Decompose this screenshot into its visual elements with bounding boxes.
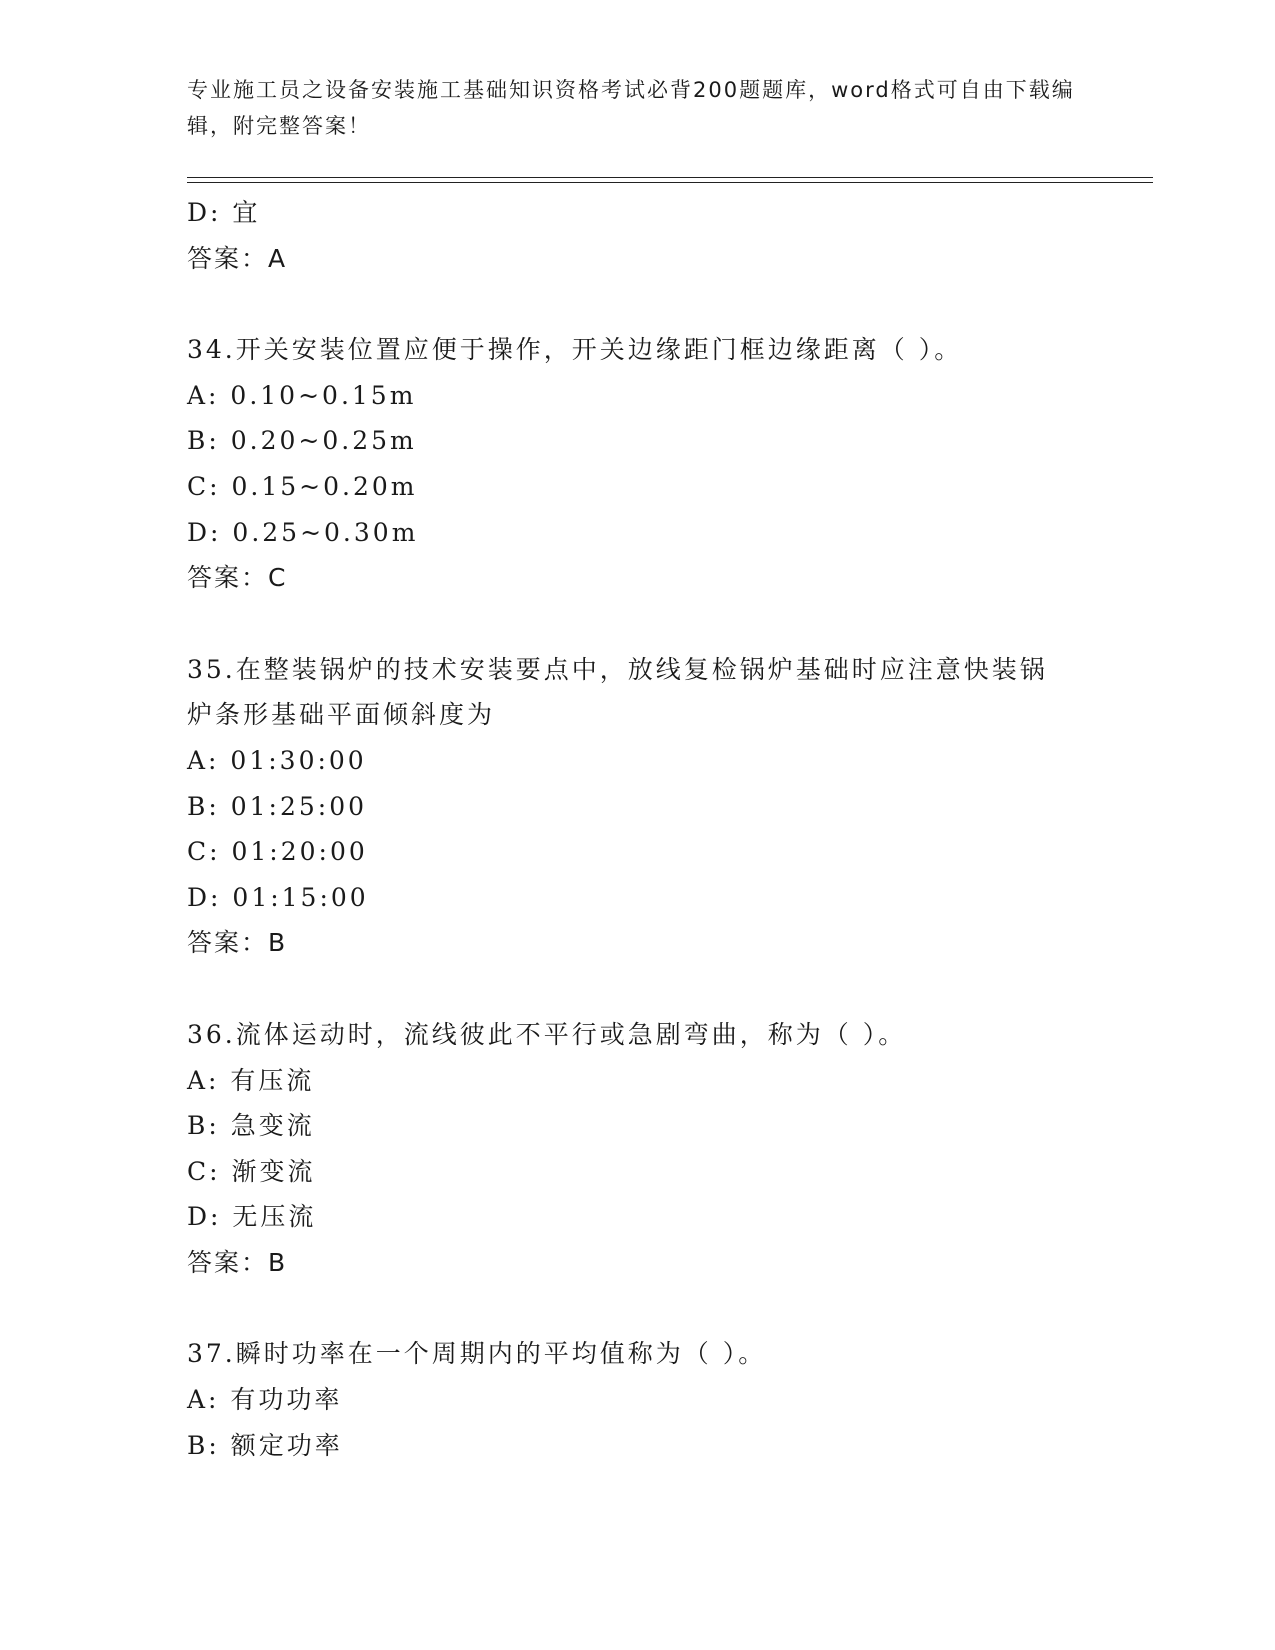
option-b: B: 01:25:00 — [187, 791, 368, 821]
question-stem: 35.在整装锅炉的技术安装要点中，放线复检锅炉基础时应注意快装锅炉条形基础平面倾斜度为 — [187, 654, 1048, 730]
answer-line: 答案：B — [187, 1247, 288, 1277]
option-d: D: 宜 — [187, 198, 261, 227]
option-a: A: 有压流 — [187, 1065, 315, 1095]
option-a: A: 0.10~0.15m — [187, 380, 417, 410]
question-stem: 36.流体运动时，流线彼此不平行或急剧弯曲，称为（ ）。 — [187, 1019, 907, 1049]
document-header — [187, 72, 1087, 144]
spacer — [187, 281, 1087, 327]
answer-line: 答案：A — [187, 243, 288, 273]
option-b: B: 急变流 — [187, 1111, 315, 1141]
spacer — [187, 966, 1087, 1012]
option-b: B: 0.20~0.25m — [187, 426, 417, 456]
option-c: C: 01:20:00 — [187, 837, 368, 867]
header-divider-top — [187, 177, 1153, 178]
option-a: A: 01:30:00 — [187, 745, 367, 775]
answer-line: 答案：C — [187, 563, 288, 593]
spacer — [187, 1285, 1087, 1331]
previous-question-fragment — [187, 190, 1087, 281]
question-stem: 37.瞬时功率在一个周期内的平均值称为（ ）。 — [187, 1339, 767, 1369]
option-d: D: 无压流 — [187, 1202, 317, 1232]
spacer — [187, 601, 1087, 647]
question-37 — [187, 1331, 1087, 1468]
question-stem: 34.开关安装位置应便于操作，开关边缘距门框边缘距离（ ）。 — [187, 335, 963, 365]
header-divider-bottom — [187, 182, 1153, 183]
option-c: C: 0.15~0.20m — [187, 471, 418, 501]
question-34 — [187, 327, 1087, 601]
option-b: B: 额定功率 — [187, 1430, 343, 1460]
option-d: D: 0.25~0.30m — [187, 517, 419, 547]
option-c: C: 渐变流 — [187, 1156, 316, 1186]
option-a: A: 有功功率 — [187, 1385, 343, 1415]
question-36 — [187, 1012, 1087, 1286]
question-list — [187, 190, 1087, 1468]
answer-line: 答案：B — [187, 928, 288, 958]
option-d: D: 01:15:00 — [187, 882, 369, 912]
question-35 — [187, 647, 1087, 966]
header-title: 专业施工员之设备安装施工基础知识资格考试必背200题题库，word格式可自由下载编辑，附完整答案！ — [187, 78, 1075, 138]
